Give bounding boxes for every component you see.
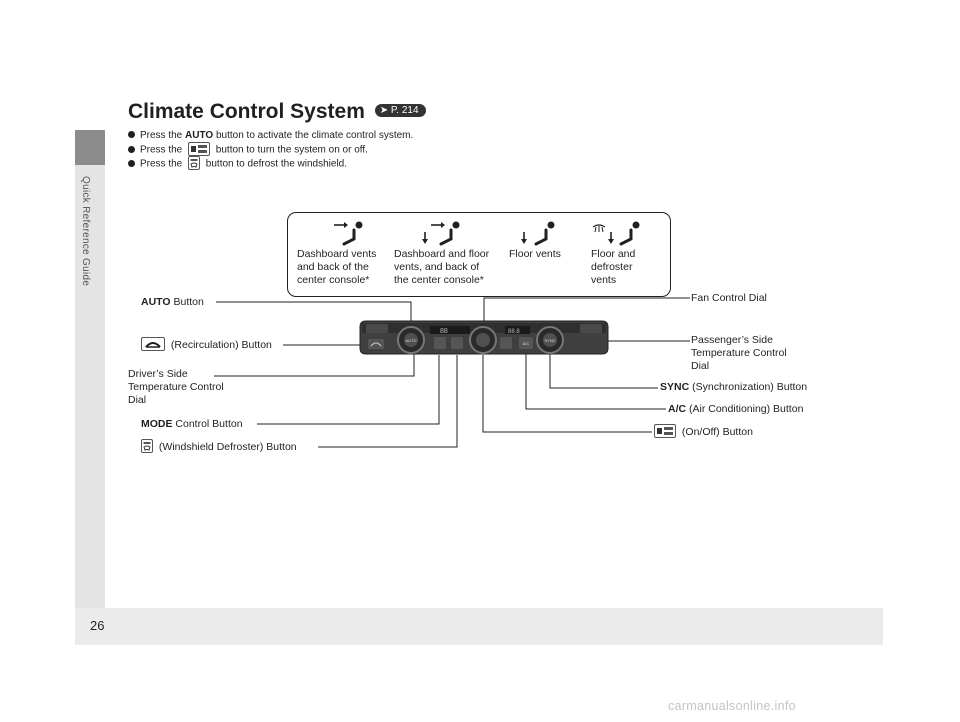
svg-text:AUTO: AUTO	[405, 338, 417, 343]
page-ref-text: P. 214	[390, 104, 419, 116]
list-item: Press the AUTO button to activate the climate control system.	[128, 129, 413, 143]
svg-text:88.8: 88.8	[508, 329, 520, 335]
svg-text:A/C: A/C	[522, 341, 530, 346]
page-title-text: Climate Control System	[128, 100, 365, 123]
vent-mode-label: Dashboard vents and back of the center console*	[297, 248, 377, 286]
sync-button-callout: SYNC (Synchronization) Button	[660, 381, 808, 393]
fan-dial-callout: Fan Control Dial	[691, 292, 767, 304]
svg-text:SYNC: SYNC	[544, 338, 556, 343]
watermark: carmanualsonline.info	[668, 699, 796, 713]
svg-text:88: 88	[440, 328, 448, 335]
recirculation-button-callout: (Recirculation) Button	[141, 338, 272, 352]
climate-control-panel	[360, 321, 608, 354]
driver-temp-dial-callout: Driver’s Side Temperature Control Dial	[128, 368, 224, 406]
defroster-button-shape[interactable]	[451, 337, 463, 349]
defroster-button-callout: (Windshield Defroster) Button	[141, 440, 297, 454]
mode-button-callout: MODE Control Button	[141, 418, 243, 430]
list-item: Press the button to defrost the windshield.	[128, 157, 413, 171]
list-item: Press the button to turn the system on or off.	[128, 143, 413, 157]
page-number: 26	[90, 618, 105, 633]
recirculation-icon	[141, 337, 165, 351]
callout-lines	[214, 298, 690, 447]
windshield-defroster-icon	[141, 439, 153, 453]
ac-button-callout: A/C (Air Conditioning) Button	[668, 403, 804, 415]
auto-button-callout: AUTO Button	[141, 296, 204, 308]
recirculation-button-shape[interactable]	[368, 339, 384, 349]
on-off-button-callout: (On/Off) Button	[654, 425, 753, 439]
vent-mode-label: Dashboard and floor vents, and back of the center console*	[394, 248, 490, 286]
mode-button-shape[interactable]	[434, 337, 446, 349]
on-off-button-icon	[654, 424, 676, 438]
page-ref-arrow-icon: ➤	[379, 104, 389, 116]
passenger-temp-dial-callout: Passenger’s Side Temperature Control Dial	[691, 334, 787, 372]
vent-mode-label: Floor vents	[509, 248, 561, 260]
sidebar-section-label: Quick Reference Guide	[80, 176, 91, 287]
vent-mode-label: Floor and defroster vents	[591, 248, 636, 286]
